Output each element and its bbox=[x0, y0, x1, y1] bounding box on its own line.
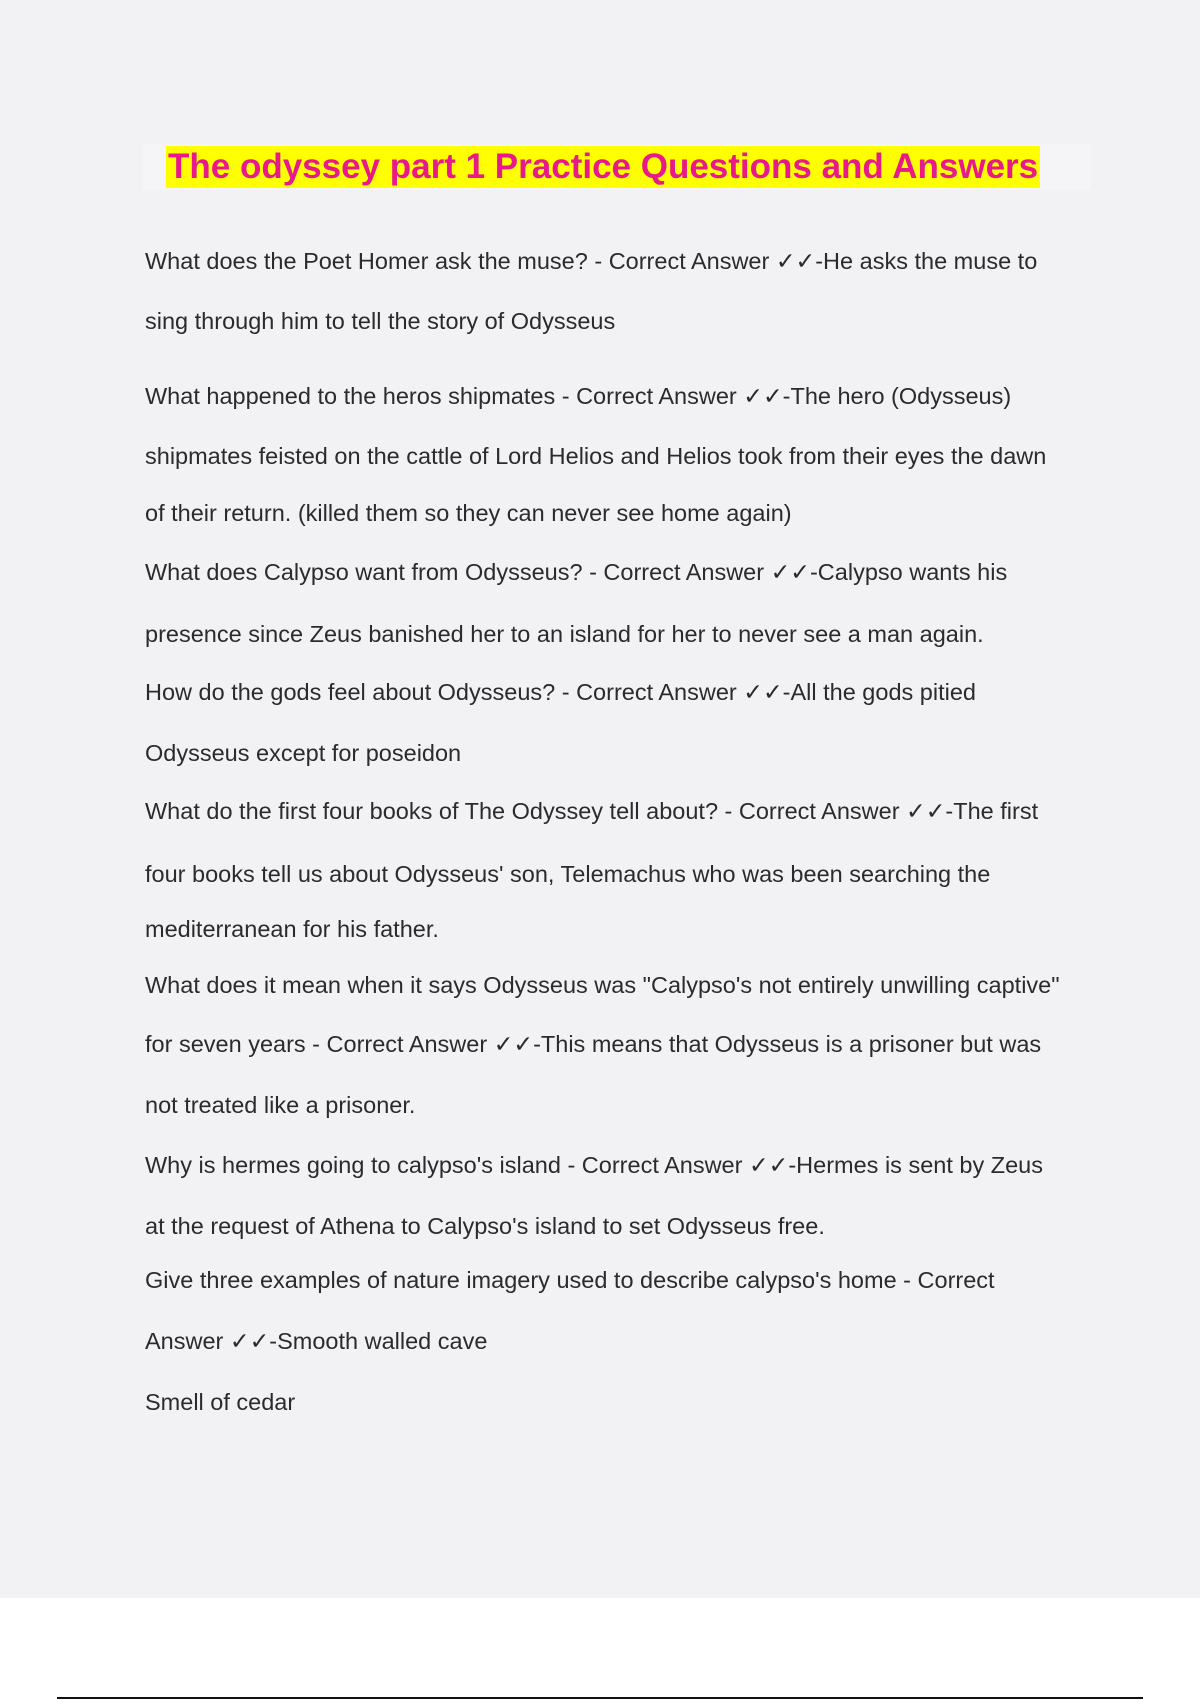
qa-line: at the request of Athena to Calypso's island to set Odysseus free. bbox=[145, 1213, 825, 1239]
qa-line: What does Calypso want from Odysseus? - Correct Answer ✓✓-Calypso wants his bbox=[145, 559, 1008, 585]
qa-line: for seven years - Correct Answer ✓✓-This means that Odysseus is a prisoner but was bbox=[145, 1031, 1042, 1057]
qa-line: mediterranean for his father. bbox=[145, 916, 439, 942]
qa-line: What happened to the heros shipmates - Correct Answer ✓✓-The hero (Odysseus) bbox=[145, 383, 1012, 409]
qa-line: Give three examples of nature imagery used to describe calypso's home - Correct bbox=[145, 1267, 995, 1293]
qa-line: Why is hermes going to calypso's island - Correct Answer ✓✓-Hermes is sent by Zeus bbox=[145, 1152, 1044, 1178]
qa-line: shipmates feisted on the cattle of Lord Helios and Helios took from their eyes the dawn bbox=[145, 443, 1047, 469]
footer-rule bbox=[57, 1697, 1143, 1699]
qa-line: Smell of cedar bbox=[145, 1389, 296, 1415]
qa-line: Answer ✓✓-Smooth walled cave bbox=[145, 1328, 488, 1354]
qa-line: presence since Zeus banished her to an island for her to never see a man again. bbox=[145, 621, 984, 647]
qa-line: What do the first four books of The Odyssey tell about? - Correct Answer ✓✓-The first bbox=[145, 798, 1039, 824]
qa-line: What does the Poet Homer ask the muse? - Correct Answer ✓✓-He asks the muse to bbox=[145, 248, 1038, 274]
qa-line: of their return. (killed them so they can never see home again) bbox=[145, 500, 792, 526]
qa-line: not treated like a prisoner. bbox=[145, 1092, 416, 1118]
qa-line: Odysseus except for poseidon bbox=[145, 740, 462, 766]
document-title: The odyssey part 1 Practice Questions and Answers bbox=[168, 147, 1039, 186]
qa-line: How do the gods feel about Odysseus? - Correct Answer ✓✓-All the gods pitied bbox=[145, 679, 976, 705]
qa-line: four books tell us about Odysseus' son, Telemachus who was been searching the bbox=[145, 861, 991, 887]
qa-line: What does it mean when it says Odysseus was "Calypso's not entirely unwilling captive" bbox=[145, 972, 1060, 998]
qa-line: sing through him to tell the story of Odysseus bbox=[145, 308, 616, 334]
